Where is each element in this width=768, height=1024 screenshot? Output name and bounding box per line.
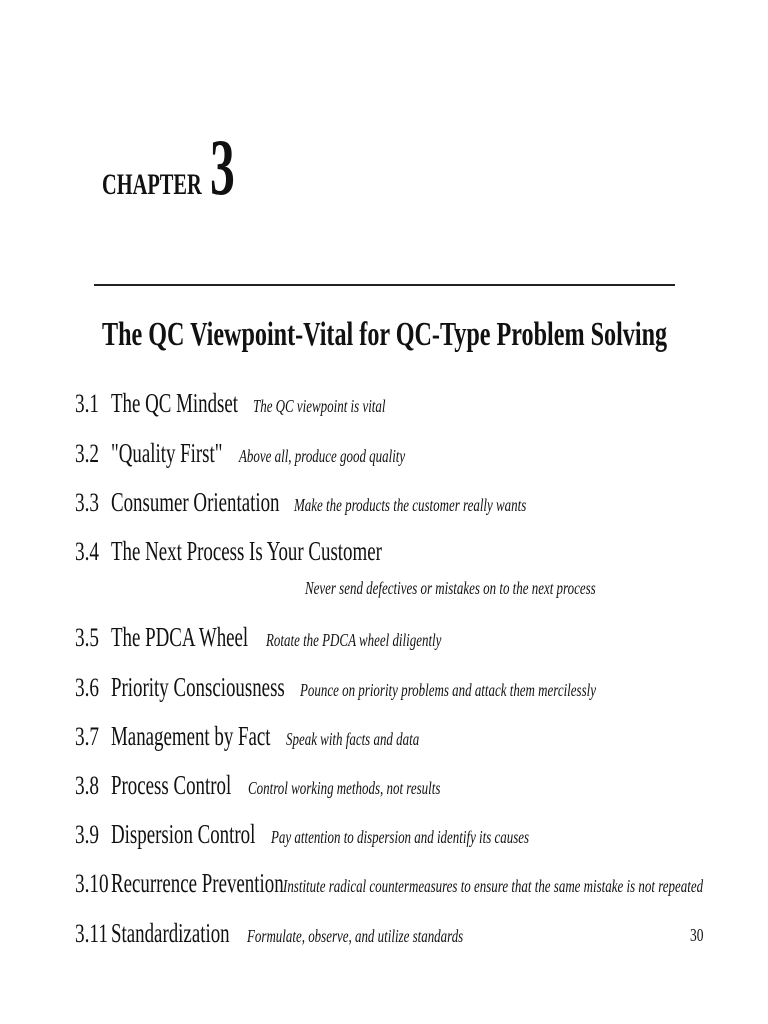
section-description: Above all, produce good quality	[239, 446, 406, 466]
section-item	[75, 388, 437, 419]
page-number: 30	[690, 925, 704, 945]
section-number: 3.7	[75, 722, 100, 751]
section-item	[75, 622, 510, 653]
section-item	[75, 819, 629, 850]
section-number: 3.6	[75, 673, 100, 702]
section-description: Control working methods, not results	[248, 778, 441, 798]
section-number: 3.8	[75, 771, 100, 800]
section-item	[75, 770, 515, 801]
section-description: Speak with facts and data	[286, 729, 420, 749]
section-description-continued	[305, 578, 709, 599]
section-item	[75, 487, 617, 518]
section-heading: The QC Mindset	[111, 388, 239, 418]
chapter-title: The QC Viewpoint-Vital for QC-Type Problem Solving	[102, 316, 668, 353]
chapter-heading	[102, 124, 250, 212]
section-heading: Consumer Orientation	[111, 487, 280, 517]
section-heading: The Next Process Is Your Customer	[111, 536, 382, 566]
section-heading: "Quality First"	[111, 438, 223, 468]
horizontal-rule	[94, 284, 675, 286]
section-description: The QC viewpoint is vital	[253, 396, 386, 416]
section-item	[75, 438, 470, 469]
section-item	[75, 536, 498, 567]
section-heading: The PDCA Wheel	[111, 622, 249, 652]
section-number: 3.3	[75, 488, 100, 517]
section-number: 3.2	[75, 439, 100, 468]
section-heading: Dispersion Control	[111, 819, 256, 849]
section-number: 3.5	[75, 623, 100, 652]
section-heading: Recurrence Prevention	[111, 868, 284, 898]
section-description: Formulate, observe, and utilize standards	[247, 926, 464, 946]
chapter-number: 3	[210, 124, 235, 212]
section-number: 3.9	[75, 820, 100, 849]
section-description: Institute radical countermeasures to ensure that the same mistake is not repeated	[283, 876, 704, 896]
section-heading: Process Control	[111, 770, 232, 800]
section-number: 3.10	[75, 869, 109, 898]
section-heading: Management by Fact	[111, 721, 271, 751]
section-item	[75, 721, 471, 752]
section-item	[75, 918, 547, 949]
section-description: Pay attention to dispersion and identify its causes	[271, 827, 530, 847]
section-number: 3.11	[75, 919, 108, 948]
section-number: 3.4	[75, 537, 100, 566]
section-number: 3.1	[75, 389, 100, 418]
section-description: Make the products the customer really wants	[294, 495, 527, 515]
chapter-label: CHAPTER	[102, 168, 202, 201]
section-item	[75, 868, 768, 899]
section-description: Pounce on priority problems and attack them mercilessly	[300, 680, 596, 700]
section-description: Rotate the PDCA wheel diligently	[266, 630, 442, 650]
section-description: Never send defectives or mistakes on to the next process	[305, 578, 596, 598]
section-item	[75, 672, 711, 703]
section-heading: Priority Consciousness	[111, 672, 285, 702]
section-heading: Standardization	[111, 918, 230, 948]
